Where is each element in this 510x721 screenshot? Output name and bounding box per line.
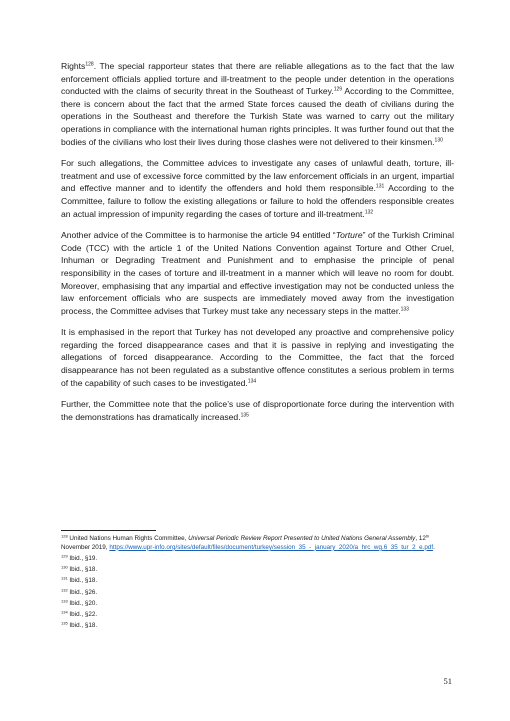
- footnote: [61, 622, 454, 631]
- footnote-separator: [61, 530, 156, 531]
- text-run: United Nations Human Rights Committee,: [67, 535, 189, 542]
- footnote-reference: 130: [434, 136, 443, 143]
- text-run: November 2019,: [61, 543, 110, 551]
- text-run: According to the Committee, failure to follow the existing allegations or failure to hold the offenders responsible creates an actual impression of impunity regarding the cases of torture and ill-treatment.: [61, 183, 454, 219]
- footnote-reference: 129: [333, 86, 343, 93]
- text-run: Ibid., §18.: [67, 566, 98, 574]
- paragraph: [61, 326, 454, 389]
- footnote-reference: 133: [400, 306, 409, 313]
- paragraph: [61, 157, 454, 220]
- footnote-reference: 134: [61, 609, 68, 615]
- footnote: [61, 600, 454, 609]
- paragraph: [61, 60, 454, 148]
- text-run: . The special rapporteur states that there are reliable allegations as to the fact that the law enforcement officials applied torture and ill-treatment to the people under detention in the operations conducted with the claims of security threat in the Southeast of Turkey.: [61, 61, 454, 97]
- text-run: .: [433, 543, 435, 551]
- footnote-reference: 135: [61, 620, 68, 626]
- footnote-reference: 132: [61, 586, 68, 592]
- text-run: ” of the Turkish Criminal Code (TCC) with the article 1 of the United Nations Convention against Torture and Other Cruel, Inhuman or Degrading Treatment and Punishment and to emphasise the principle of penal responsibility in the cases of torture and ill-treatment in a manner which will leave no room for doubt. Moreover, emphasising that any impartial and effective investigation may not be conducted unless the law enforcement officials who are suspects are immediately moved away from the investigation process, the Committee advises that Turkey must take any necessary steps in the matter.: [61, 230, 454, 316]
- text-run: For such allegations, the Committee advices to investigate any cases of unlawful death, torture, ill-treatment and use of excessive force committed by the law enforcement officials in an urgent, impartial and effective manner and to identify the offenders and hold them responsible.: [61, 158, 454, 194]
- footnote: [61, 577, 454, 586]
- source-link[interactable]: https://www.upr-info.org/sites/default/files/document/turkey/session_35_-_january_2020/a_hrc_wg.6_35_tur_2_e.pdf: [109, 543, 434, 551]
- footnote-reference: 129: [61, 553, 68, 559]
- footnote: [61, 611, 454, 620]
- page-number: 51: [443, 676, 452, 686]
- footnote-reference: 128: [85, 61, 94, 68]
- text-run: Ibid., §18.: [67, 577, 98, 585]
- footnote: [61, 566, 454, 575]
- footnote-reference: 132: [364, 208, 374, 215]
- text-run: , 12: [415, 535, 426, 542]
- text-run: It is emphasised in the report that Turkey has not developed any proactive and comprehensive policy regarding the forced disappearance cases and that it is passive in replying and investigating the allegations of forced disappearance. According to the Committee, the fact that the forced disappearance has not been regulated as a substantive offence constitutes a serious problem in terms of the capability of such cases to be investigated.: [61, 327, 454, 388]
- footnote-reference: 134: [247, 378, 257, 385]
- footnote-reference: 128: [61, 533, 68, 539]
- paragraph: [61, 229, 454, 317]
- text-run: Ibid., §20.: [67, 599, 98, 607]
- text-run: Another advice of the Committee is to harmonise the article 94 entitled “: [61, 230, 336, 241]
- footnote-reference: 133: [61, 598, 68, 604]
- italic-text: Universal Periodic Review Report Presented to United Nations General Assembly: [188, 535, 416, 542]
- footnote-reference: 135: [240, 412, 249, 419]
- footnote: [61, 586, 454, 598]
- footnote: [61, 555, 454, 564]
- footnote: [61, 535, 454, 553]
- paragraph: [61, 398, 454, 423]
- footnote-reference: 131: [61, 575, 68, 581]
- text-run: Further, the Committee note that the police’s use of disproportionate force during the intervention with the demonstrations has dramatically increased.: [61, 399, 454, 422]
- text-run: Ibid., §26.: [67, 588, 98, 596]
- text-run: According to the Committee, there is concern about the fact that the armed State forces caused the death of civilians during the operations in the Southeast and therefore the Turkish State was warned to carry out the military operations in compliance with the international human rights principles. It was further found out that the bodies of the civilians who lost their lives during those clashes were not delivered to their kinsmen.: [61, 86, 455, 147]
- text-run: Ibid., §22.: [67, 610, 98, 618]
- footnote-reference: 131: [375, 183, 385, 190]
- italic-text: Torture: [335, 230, 363, 241]
- body-text: [61, 60, 454, 432]
- footnotes: [61, 535, 454, 633]
- text-run: Ibid., §18.: [67, 622, 98, 630]
- text-run: Ibid., §19.: [67, 554, 98, 562]
- footnote-reference: 130: [61, 564, 68, 570]
- text-run: Rights: [61, 61, 86, 71]
- footnote-reference: th: [425, 533, 430, 539]
